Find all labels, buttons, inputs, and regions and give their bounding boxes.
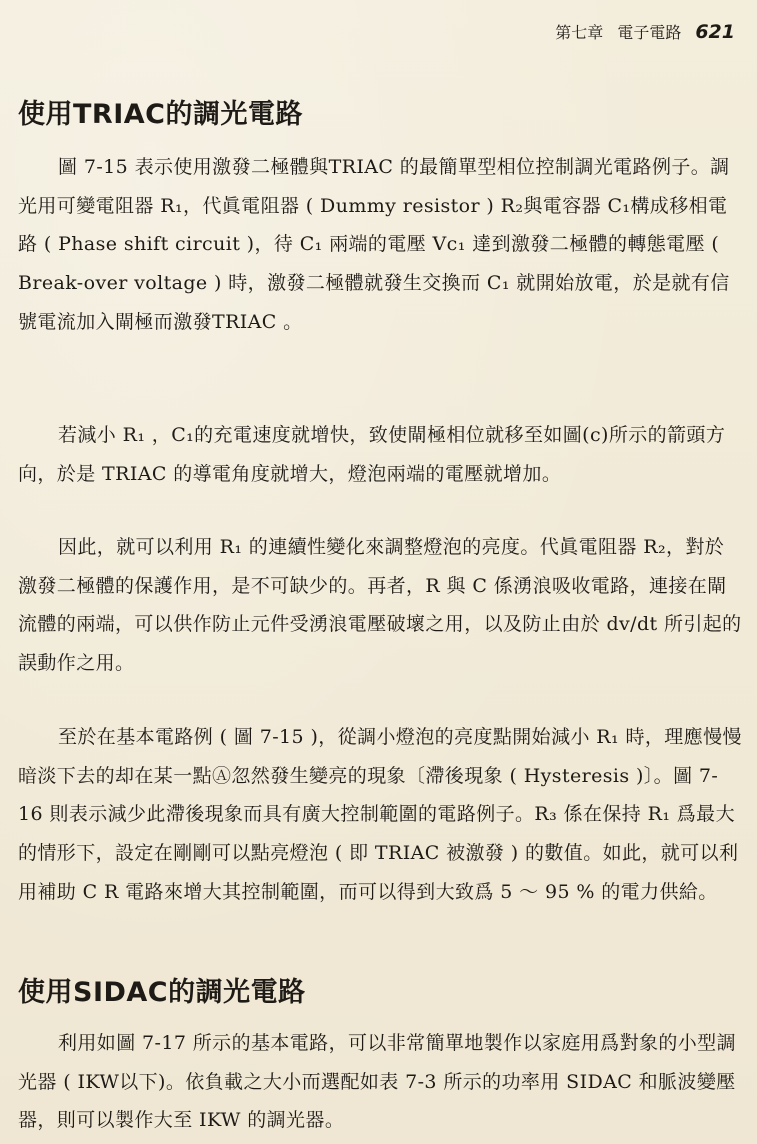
section-label: 電子電路 [617, 23, 682, 42]
page-number: 621 [695, 21, 735, 43]
section-heading-sidac: 使用SIDAC的調光電路 [18, 977, 306, 1008]
chapter-label: 第七章 [555, 23, 604, 42]
paragraph-triac-intro: 圖 7-15 表示使用激發二極體與TRIAC 的最簡單型相位控制調光電路例子。調光用可變電阻器 R₁，代眞電阻器 ( Dummy resistor ) R₂與電容器 C₁構成移相電路 ( Phase shift circuit )，待 C₁ 兩端的電壓 Vc₁ 達到激發二極體的轉態電壓 ( Break-over voltage ) 時，激發二極體就發生交換而 C₁ 就開始放電，於是就有信號電流加入閘極而激發TRIAC 。 [18, 156, 730, 333]
paragraph-triac-dummy-resistor: 因此，就可以利用 R₁ 的連續性變化來調整燈泡的亮度。代眞電阻器 R₂，對於激發二極體的保護作用，是不可缺少的。再者，R 與 C 係湧浪吸收電路，連接在閘流體的兩端，可以供作防止元件受湧浪電壓破壞之用，以及防止由於 dv/dt 所引起的誤動作之用。 [18, 536, 742, 675]
section-heading-triac: 使用TRIAC的調光電路 [18, 99, 303, 130]
paragraph-triac-hysteresis: 至於在基本電路例 ( 圖 7-15 )，從調小燈泡的亮度點開始減小 R₁ 時，理應慢慢暗淡下去的却在某一點Ⓐ忽然發生變亮的現象〔滯後現象 ( Hysteresis )〕。圖 7-16 則表示減少此滯後現象而具有廣大控制範圍的電路例子。R₃ 係在保持 R₁ 爲最大的情形下，設定在剛剛可以點亮燈泡 ( 即 TRIAC 被激發 ) 的數值。如此，就可以利用補助 C R 電路來增大其控制範圍，而可以得到大致爲 5 ～ 95 % 的電力供給。 [18, 726, 742, 903]
running-header [555, 20, 735, 43]
paragraph-triac-reduce-r1: 若減小 R₁ ，C₁的充電速度就增快，致使閘極相位就移至如圖(c)所示的箭頭方向，於是 TRIAC 的導電角度就增大，燈泡兩端的電壓就增加。 [18, 424, 726, 485]
paragraph-sidac: 利用如圖 7-17 所示的基本電路，可以非常簡單地製作以家庭用爲對象的小型調光器 ( IKW以下)。依負載之大小而選配如表 7-3 所示的功率用 SIDAC 和脈波變壓器，則可以製作大至 IKW 的調光器。 [18, 1032, 736, 1132]
